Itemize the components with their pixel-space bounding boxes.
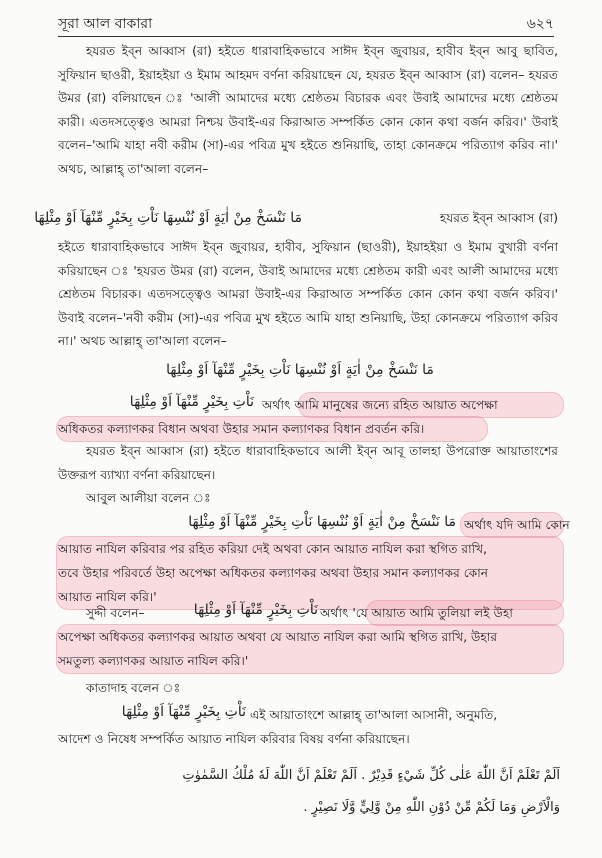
meaning-3-a: অর্থাৎ 'যে আয়াত আমি তুলিয়া লই উহা	[320, 606, 513, 620]
ayah-line-3: نَاْتِ بِخَيْرٍ مِّنْهَآ اَوْ مِثْلِهَا	[129, 394, 254, 410]
paragraph-2-lead: হযরত ইব্‌ন আব্বাস (রা)	[439, 211, 558, 225]
ayah-107-line-1: اَلَمْ تَعْلَمْ اَنَّ اللّٰهَ عَلٰى كُلِّ شَيْءٍ قَدِيْرٌ . اَلَمْ تَعْلَمْ اَنَّ اللّٰهَ لَهٗ مُلْكُ السَّمٰوٰتِ	[182, 768, 560, 783]
meaning-3-b: অপেক্ষা অধিকতর কল্যাণকর আয়াত অথবা যে আয়াত নাযিল করা আমি স্থগিত রাখি, উহার	[58, 630, 498, 644]
suddi-label: সুদ্দী বলেন–	[86, 606, 145, 620]
page-number: ৬২৭	[526, 16, 554, 32]
ayah-line-5: نَاْتِ بِخَيْرٍ مِّنْهَآ اَوْ مِثْلِهَا	[193, 602, 318, 618]
meaning-1-b: অধিকতর কল্যাণকর বিধান অথবা উহার সমান কল্যাণকর বিধান প্রবর্তন করি।	[58, 422, 425, 436]
paragraph-1: হযরত ইব্‌ন আব্বাস (রা) হইতে ধারাবাহিকভাবে সাঈদ ইব্‌ন জুবায়র, হাবীব ইব্‌ন আবু ছাবিত, সুফিয়ান ছাওরী, ইয়াহইয়া ও ইমাম আহমদ বর্ণনা করিয়াছেন যে, হযরত ইব্‌ন আব্বাস (রা) বলেন– হযরত উমর (রা) বলিয়াছেন ঃ 'আলী আমাদের মধ্যে শ্রেষ্ঠতম বিচারক এবং উবাই আমাদের মধ্যে শ্রেষ্ঠতম কারী। এতদসত্ত্বেও আমরা নিশ্চয় উবাই-এর কিরাআত সম্পর্কিত কোন কোন কথা বর্জন করিব।' উবাই বলেন–'আমি যাহা নবী করীম (সা)-এর পবিত্র মুখ হইতে শুনিয়াছি, তাহা কোনক্রমে পরিত্যাগ করিব না।' অথচ, আল্লাহ্ তা'আলা বলেন–	[58, 44, 558, 176]
ayah-107-line-2: وَالْاَرْضِ وَمَا لَكُمْ مِّنْ دُوْنِ اللّٰهِ مِنْ وَّلِيٍّ وَّلَا نَصِيْرٍ .	[303, 800, 560, 815]
abul-aliya-label: আবুল আলীয়া বলেন ঃ	[86, 491, 211, 505]
meaning-2-c: তবে উহার পরিবর্তে উহা অপেক্ষা অধিকতর কল্যাণকর অথবা উহার সমান কল্যাণকর কোন	[58, 566, 489, 580]
paragraph-4-a: এই আয়াতাংশে আল্লাহ্ তা'আলা আসানী, অনুমতি,	[250, 708, 498, 722]
surah-title: সূরা আল বাকারা	[58, 16, 153, 32]
ayah-line-6: نَاْتِ بِخَيْرٍ مِّنْهَآ اَوْ مِثْلِهَا	[121, 704, 246, 720]
qatada-label: কাতাদাহ বলেন ঃ	[86, 681, 181, 695]
page-header	[58, 12, 554, 37]
paragraph-4-b: আদেশ ও নিষেধ সম্পর্কিত আয়াত নাযিল করিবার বিষয় বর্ণনা করিয়াছেন।	[58, 732, 410, 746]
ayah-line-1: مَا نَنْسَخْ مِنْ اٰيَةٍ اَوْ نُنْسِهَا نَاْتِ بِخَيْرٍ مِّنْهَآ اَوْ مِثْلِهَا	[34, 210, 302, 226]
ayah-line-2: مَا نَنْسَخْ مِنْ اٰيَةٍ اَوْ نُنْسِهَا نَاْتِ بِخَيْرٍ مِّنْهَآ اَوْ مِثْلِهَا	[166, 362, 434, 378]
meaning-1-a: অর্থাৎ আমি মানুষের জন্যে রহিত আয়াত অপেক্ষা	[262, 398, 498, 412]
meaning-2-b: আয়াত নাযিল করিবার পর রহিত করিয়া দেই অথবা কোন আয়াত নাযিল করা স্থগিত রাখি,	[58, 542, 487, 556]
ayah-line-4: مَا نَنْسَخْ مِنْ اٰيَةٍ اَوْ نُنْسِهَا نَاْتِ بِخَيْرٍ مِّنْهَآ اَوْ مِثْلِهَا	[188, 514, 456, 530]
meaning-2-a: অর্থাৎ যদি আমি কোন	[464, 518, 570, 532]
paragraph-2: হইতে ধারাবাহিকভাবে সাঈদ ইব্‌ন জুবায়র, হাবীব, সুফিয়ান (ছাওরী), ইয়াহইয়া ও ইমাম বুখারী বর্ণনা করিয়াছেন ঃ 'হযরত উমর (রা) বলেন, উবাই আমাদের মধ্যে শ্রেষ্ঠতম কারী এবং আলী আমাদের মধ্যে শ্রেষ্ঠতম বিচারক। এতদসত্ত্বেও আমরা উবাই-এর কিরাআত সম্পর্কিত কোন কোন কথা বর্জন করিব।' উবাই বলেন–'নবী করীম (সা)-এর পবিত্র মুখ হইতে আমি যাহা শুনিয়াছি, উহা কোনক্রমে পরিত্যাগ করিব না।' অথচ আল্লাহ্ তা'আলা বলেন–	[58, 240, 558, 348]
meaning-3-c: সমতুল্য কল্যাণকর আয়াত নাযিল করি।'	[58, 654, 249, 668]
meaning-2-d: আয়াত নাযিল করি।'	[58, 590, 157, 604]
paragraph-3: হযরত ইব্‌ন আব্বাস (রা) হইতে ধারাবাহিকভাবে আলী ইব্‌ন আবূ তালহা উপরোক্ত আয়াতাংশের উক্তরূপ ব্যাখ্যা বর্ণনা করিয়াছেন।	[58, 444, 558, 482]
